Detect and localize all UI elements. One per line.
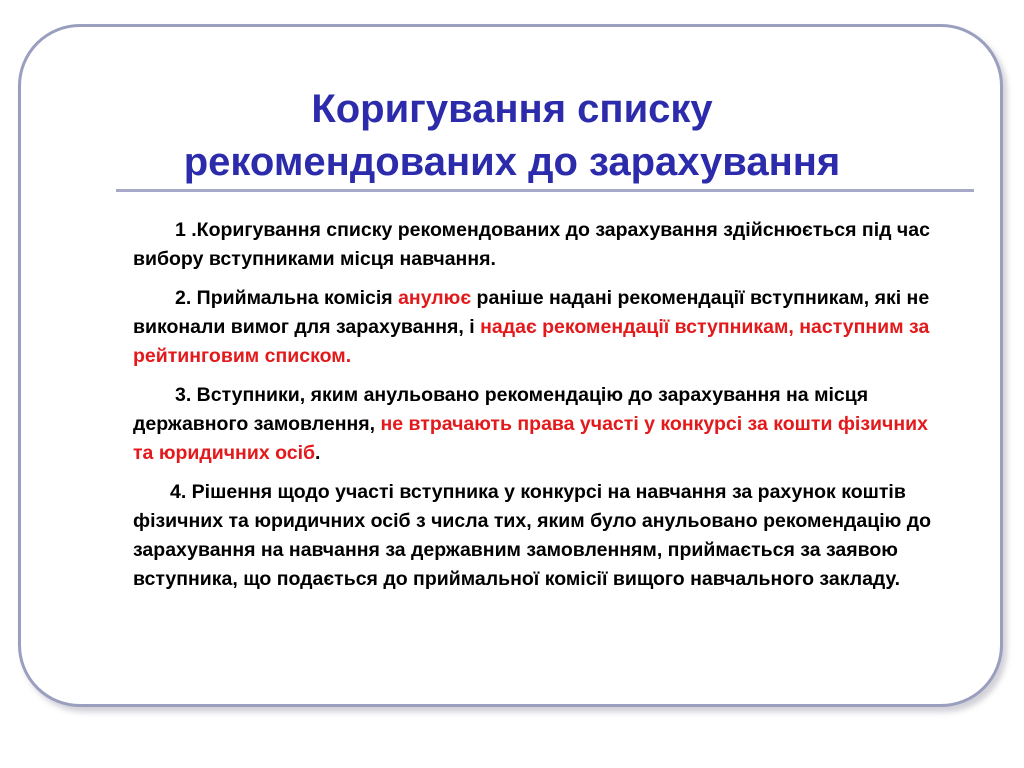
paragraph-3-text-1: 3. Вступники, яким анульовано рекомендацію до зарахування на місця державного замовлення, [133,384,869,435]
paragraph-2-text-2: раніше надані рекомендації вступникам, які не виконали вимог для зарахування, і [133,287,930,338]
slide-body [133,216,933,594]
paragraph-4-text: 4. Рішення щодо участі вступника у конкурсі на навчання за рахунок коштів фізичних та юридичних осіб з числа тих, яким було анульовано рекомендацію до зарахування на навчання за державним замовленням, приймається за заявою вступника, що подається до приймальної комісії вищого навчального закладу. [133,481,932,590]
paragraph-3-text-2: . [315,442,321,464]
paragraph-2-text-1: 2. Приймальна комісія [175,287,399,309]
title-divider [116,189,974,192]
title-line-1: Коригування списку [311,87,713,131]
paragraph-3-highlight: не втрачають права участі у конкурсі за кошти фізичних та юридичних осіб [133,413,928,464]
paragraph-2-highlight-1: анулює [398,287,472,309]
paragraph-1-text: 1 .Коригування списку рекомендованих до зарахування здійснюється під час вибору вступниками місця навчання. [133,219,930,270]
paragraph-2 [133,284,933,371]
title-line-2: рекомендованих до зарахування [183,140,841,184]
paragraph-2-highlight-2: надає рекомендації вступникам, наступним за рейтинговим списком. [133,316,930,367]
slide-title [100,83,924,189]
paragraph-1 [133,216,933,274]
paragraph-4 [133,478,933,594]
paragraph-3 [133,381,933,468]
